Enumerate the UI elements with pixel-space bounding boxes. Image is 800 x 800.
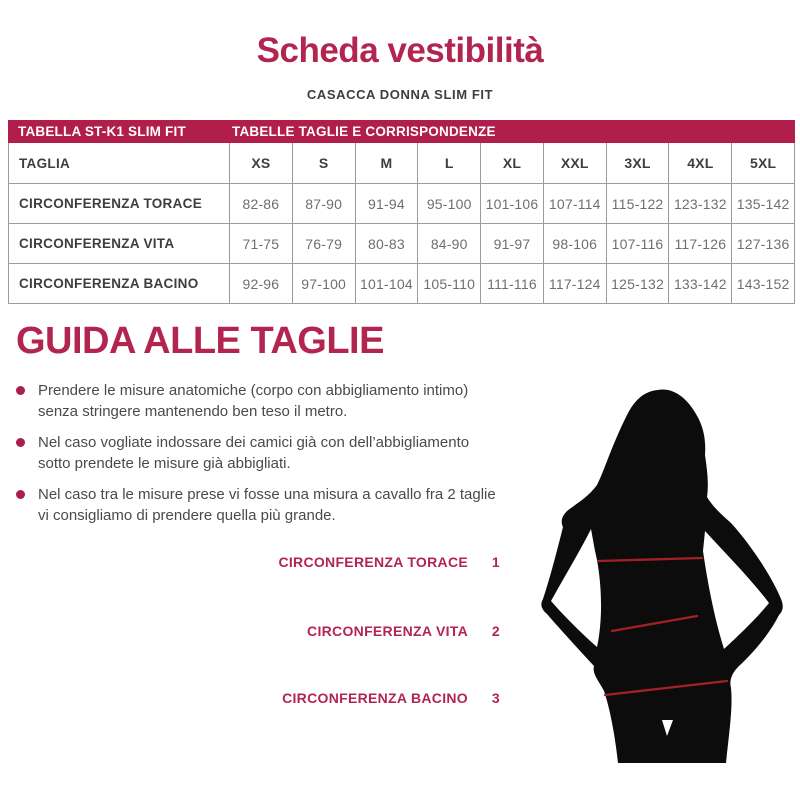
size-table <box>8 120 795 304</box>
cell-torace-xl: 101-106 <box>480 183 543 223</box>
cell-vita-m: 80-83 <box>355 223 418 263</box>
measure-label-bacino <box>0 690 500 706</box>
woman-silhouette-figure <box>535 383 785 763</box>
bullet-dot-icon <box>16 438 25 447</box>
size-header-xl: XL <box>480 143 543 183</box>
measure-label-text: CIRCONFERENZA BACINO <box>282 690 468 706</box>
cell-torace-m: 91-94 <box>355 183 418 223</box>
cell-bacino-s: 97-100 <box>292 263 355 303</box>
table-title-right: TABELLE TAGLIE E CORRISPONDENZE <box>232 124 496 139</box>
cell-vita-5xl: 127-136 <box>731 223 794 263</box>
cell-torace-l: 95-100 <box>417 183 480 223</box>
cell-torace-4xl: 123-132 <box>668 183 731 223</box>
size-header-xs: XS <box>229 143 292 183</box>
cell-vita-xs: 71-75 <box>229 223 292 263</box>
guide-bullet-2 <box>16 432 536 474</box>
cell-vita-s: 76-79 <box>292 223 355 263</box>
size-header-xxl: XXL <box>543 143 606 183</box>
page-title: Scheda vestibilità <box>256 31 544 70</box>
size-header-4xl: 4XL <box>668 143 731 183</box>
measure-label-vita <box>0 623 500 639</box>
cell-torace-3xl: 115-122 <box>606 183 669 223</box>
row-label-bacino: CIRCONFERENZA BACINO <box>9 263 229 303</box>
size-header-3xl: 3XL <box>606 143 669 183</box>
bullet-text: Nel caso vogliate indossare dei camici già con dell’abbigliamento sotto prendete le misure già abbigliati. <box>38 434 470 472</box>
size-guide-bullets <box>16 380 536 536</box>
measure-number: 1 <box>491 554 500 570</box>
guide-bullet-3 <box>16 484 536 526</box>
size-guide-heading: GUIDA ALLE TAGLIE <box>16 320 384 362</box>
cell-bacino-xxl: 117-124 <box>543 263 606 303</box>
size-grid <box>8 143 795 304</box>
measure-number: 3 <box>491 690 500 706</box>
row-label-vita: CIRCONFERENZA VITA <box>9 223 229 263</box>
table-title-left: TABELLA ST-K1 SLIM FIT <box>18 124 186 139</box>
cell-bacino-xs: 92-96 <box>229 263 292 303</box>
row-label-torace: CIRCONFERENZA TORACE <box>9 183 229 223</box>
measure-label-torace <box>0 554 500 570</box>
bullet-dot-icon <box>16 490 25 499</box>
size-table-header-bar <box>8 120 795 143</box>
cell-vita-4xl: 117-126 <box>668 223 731 263</box>
cell-bacino-4xl: 133-142 <box>668 263 731 303</box>
cell-bacino-5xl: 143-152 <box>731 263 794 303</box>
cell-bacino-xl: 111-116 <box>480 263 543 303</box>
size-header-s: S <box>292 143 355 183</box>
cell-bacino-3xl: 125-132 <box>606 263 669 303</box>
cell-vita-l: 84-90 <box>417 223 480 263</box>
cell-vita-xxl: 98-106 <box>543 223 606 263</box>
bullet-text: Prendere le misure anatomiche (corpo con abbigliamento intimo) senza stringere mantenendo ben teso il metro. <box>38 382 469 420</box>
measure-label-text: CIRCONFERENZA TORACE <box>278 554 468 570</box>
bullet-dot-icon <box>16 386 25 395</box>
cell-torace-5xl: 135-142 <box>731 183 794 223</box>
size-header-l: L <box>417 143 480 183</box>
cell-bacino-l: 105-110 <box>417 263 480 303</box>
cell-vita-xl: 91-97 <box>480 223 543 263</box>
cell-torace-xxl: 107-114 <box>543 183 606 223</box>
size-header-m: M <box>355 143 418 183</box>
measure-number: 2 <box>491 623 500 639</box>
cell-torace-s: 87-90 <box>292 183 355 223</box>
guide-bullet-1 <box>16 380 536 422</box>
cell-bacino-m: 101-104 <box>355 263 418 303</box>
page-subtitle: CASACCA DONNA SLIM FIT <box>306 87 494 102</box>
bullet-text: Nel caso tra le misure prese vi fosse una misura a cavallo fra 2 taglie vi consigliamo di prendere quella più grande. <box>38 486 496 524</box>
cell-torace-xs: 82-86 <box>229 183 292 223</box>
size-header-5xl: 5XL <box>731 143 794 183</box>
cell-vita-3xl: 107-116 <box>606 223 669 263</box>
measure-label-text: CIRCONFERENZA VITA <box>307 623 468 639</box>
col-header-taglia: TAGLIA <box>19 155 71 171</box>
